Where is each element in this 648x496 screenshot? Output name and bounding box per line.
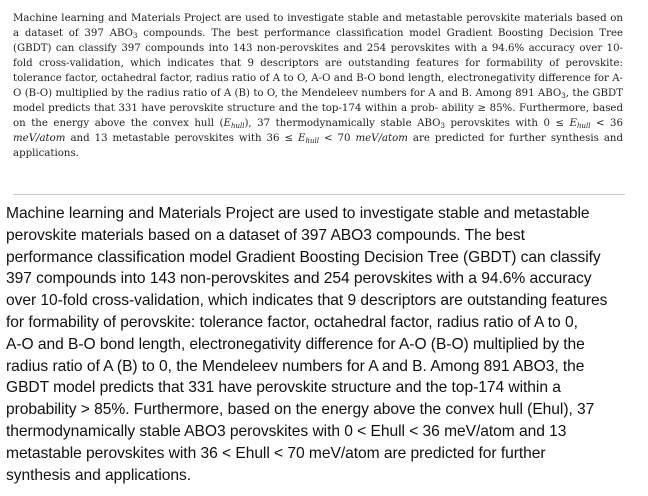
text-line: performance classification model Gradient Boosting Decision Tree (GBDT) can classify bbox=[6, 248, 601, 266]
unit-label: meV/atom bbox=[13, 133, 66, 144]
pdf-text-segment: compounds. The best performance classification model Gradient Boosting Decision Tree (GBDT) can classify 397 compounds into 143 non-perovskites and 254 perovskites with a 94.6% accuracy over 10-fold cross-validation, which indicates that 9 descriptors are outstanding features for formability of perovskite: tolerance factor, octahedral factor, radius ratio of A to O, A-O and B-O bond length, electronegativity difference for A-O (B-O) multiplied by the radius ratio of A (B) to O, the Mendeleev numbers for A and B. Among 891 ABO bbox=[13, 28, 623, 99]
pdf-subscript: 3 bbox=[133, 32, 138, 40]
text-line: perovskite materials based on a dataset of 397 ABO3 compounds. The best bbox=[6, 226, 525, 244]
text-line: for formability of perovskite: tolerance factor, octahedral factor, radius ratio of A to 0, bbox=[6, 313, 578, 331]
text-line: radius ratio of A (B) to 0, the Mendeleev numbers for A and B. Among 891 ABO3, the bbox=[6, 357, 585, 375]
ehull-symbol: $E_{hull}$ bbox=[223, 118, 245, 130]
plain-text-abstract bbox=[6, 203, 634, 486]
text-line: thermodynamically stable ABO3 perovskites with 0 < Ehull < 36 meV/atom and 13 bbox=[6, 422, 567, 440]
text-line: probability > 85%. Furthermore, based on the energy above the convex hull (Ehul), 37 bbox=[6, 401, 595, 419]
divider bbox=[13, 194, 625, 195]
pdf-text-segment: , the GBDT model predicts that 331 have perovskite structure and the top-174 within a prob- ability ≥ 85%. Furthermore, based on the energy above the convex hull ( bbox=[13, 88, 623, 129]
pdf-text-segment: ), 37 thermodynamically stable ABO bbox=[244, 118, 441, 129]
pdf-text-segment: Machine learning and Materials Project are used to investigate stable and metastable perovskite materials based on a dataset of 397 ABO bbox=[13, 13, 623, 39]
text-line: over 10-fold cross-validation, which indicates that 9 descriptors are outstanding features bbox=[6, 292, 608, 310]
text-line: metastable perovskites with 36 < Ehull < 70 meV/atom are predicted for further bbox=[6, 444, 546, 462]
pdf-text-segment: < 36 bbox=[590, 118, 623, 129]
pdf-text-segment: and 13 metastable perovskites with 36 ≤ bbox=[65, 133, 299, 144]
pdf-text-segment: are predicted for further synthesis and applications. bbox=[13, 133, 623, 159]
text-line: Machine learning and Materials Project are used to investigate stable and metastable bbox=[6, 205, 590, 222]
pdf-abstract-excerpt bbox=[13, 11, 623, 161]
text-line: synthesis and applications. bbox=[6, 466, 192, 484]
pdf-subscript: 3 bbox=[440, 122, 445, 130]
unit-label: meV/atom bbox=[355, 133, 408, 144]
pdf-subscript: 3 bbox=[561, 92, 566, 100]
ehull-symbol: $E_{hull}$ bbox=[298, 133, 319, 145]
pdf-text-segment: perovskites with 0 ≤ bbox=[444, 118, 570, 129]
text-line: A-O and B-O bond length, electronegativity difference for A-O (B-O) multiplied by the bbox=[6, 335, 585, 353]
pdf-text-segment: < 70 bbox=[318, 133, 356, 144]
text-line: 397 compounds into 143 non-perovskites and 254 perovskites with a 94.6% accuracy bbox=[6, 270, 592, 288]
ehull-symbol: $E_{hull}$ bbox=[569, 118, 591, 130]
text-line: GBDT model predicts that 331 have perovskite structure and the top-174 within a bbox=[6, 379, 561, 397]
